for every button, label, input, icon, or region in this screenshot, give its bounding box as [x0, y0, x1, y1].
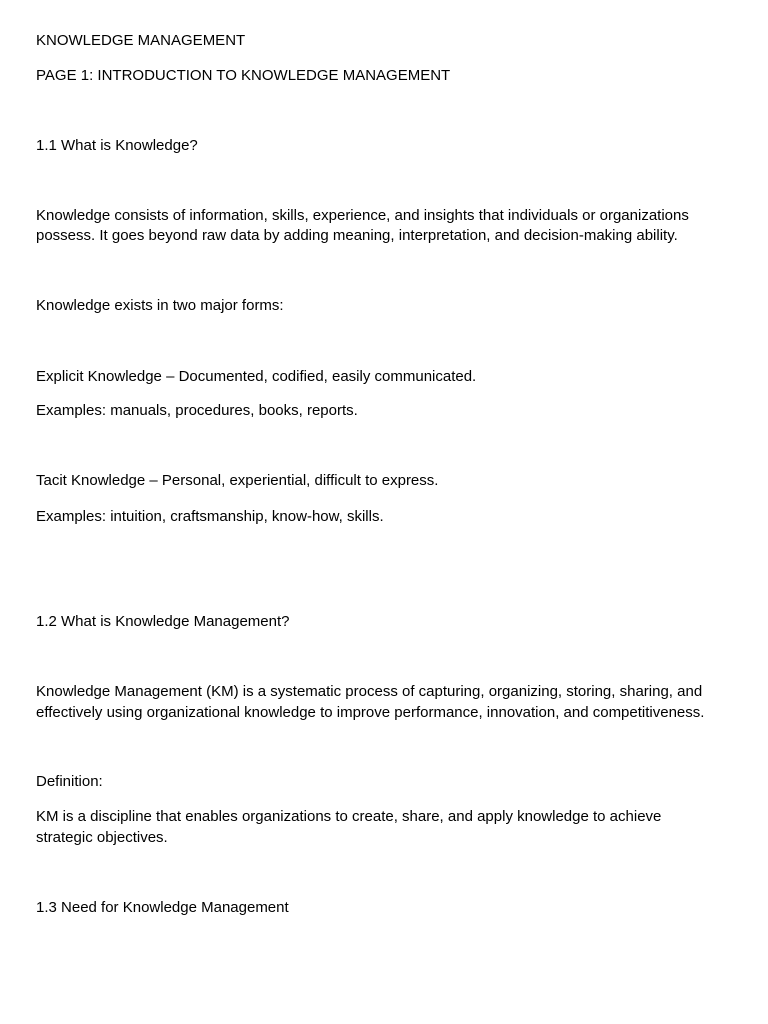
section-1-1-heading: 1.1 What is Knowledge? [36, 137, 198, 154]
page-heading: PAGE 1: INTRODUCTION TO KNOWLEDGE MANAGEMENT [36, 67, 451, 84]
section-1-2-paragraph-line-2: effectively using organizational knowledge to improve performance, innovation, and competitiveness. [36, 704, 705, 721]
section-1-2-paragraph-line-1: Knowledge Management (KM) is a systematic process of capturing, organizing, storing, sharing, and [36, 683, 703, 700]
explicit-knowledge: Explicit Knowledge – Documented, codified, easily communicated. [36, 368, 477, 385]
section-1-1-paragraph-line-2: possess. It goes beyond raw data by adding meaning, interpretation, and decision-making ability. [36, 227, 678, 244]
document-title: KNOWLEDGE MANAGEMENT [36, 32, 246, 49]
tacit-examples: Examples: intuition, craftsmanship, know-how, skills. [36, 508, 384, 525]
definition-line-1: KM is a discipline that enables organizations to create, share, and apply knowledge to achieve [36, 808, 662, 825]
tacit-knowledge: Tacit Knowledge – Personal, experiential, difficult to express. [36, 472, 439, 489]
explicit-examples: Examples: manuals, procedures, books, reports. [36, 402, 358, 419]
section-1-2-heading: 1.2 What is Knowledge Management? [36, 613, 290, 630]
forms-intro: Knowledge exists in two major forms: [36, 297, 284, 314]
section-1-3-heading: 1.3 Need for Knowledge Management [36, 899, 289, 916]
definition-label: Definition: [36, 773, 103, 790]
definition-line-2: strategic objectives. [36, 829, 168, 846]
section-1-1-paragraph-line-1: Knowledge consists of information, skills, experience, and insights that individuals or organizations [36, 207, 689, 224]
